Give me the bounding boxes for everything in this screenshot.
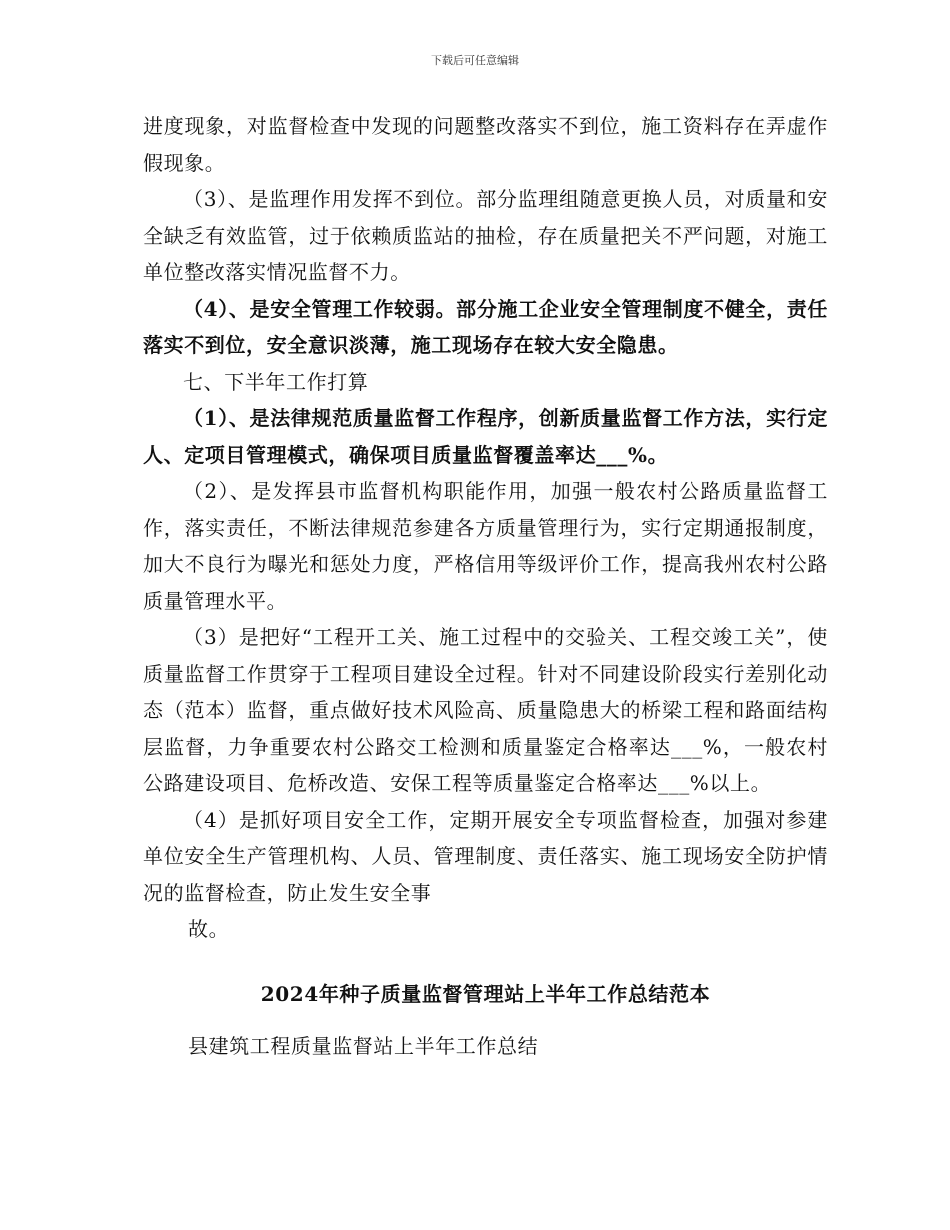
paragraph-plan-2: （2）、是发挥县市监督机构职能作用，加强一般农村公路质量监督工作，落实责任，不断法律规范参建各方质量管理行为，实行定期通报制度，加大不良行为曝光和惩处力度，严格信用等级评价工作，提高我州农村公路质量管理水平。	[143, 479, 828, 613]
paragraph-plan-1: （1）、是法律规范质量监督工作程序，创新质量监督工作方法，实行定人、定项目管理模式，确保项目质量监督覆盖率达___%。	[143, 406, 828, 467]
paragraph-continued: 进度现象，对监督检查中发现的问题整改落实不到位，施工资料存在弄虚作假现象。	[143, 114, 828, 175]
paragraph-plan-3: （3）是把好“工程开工关、施工过程中的交验关、工程交竣工关”，使质量监督工作贯穿于工程项目建设全过程。针对不同建设阶段实行差别化动态（范本）监督，重点做好技术风险高、质量隐患大的桥梁工程和路面结构层监督，力争重要农村公路交工检测和质量鉴定合格率达___%，一般农村公路建设项目、危桥改造、安保工程等质量鉴定合格率达___%以上。	[143, 625, 828, 795]
paragraph-item-3-supervision: （3）、是监理作用发挥不到位。部分监理组随意更换人员，对质量和安全缺乏有效监管，过于依赖质监站的抽检，存在质量把关不严问题，对施工单位整改落实情况监督不力。	[143, 187, 828, 284]
document-title: 2024年种子质量监督管理站上半年工作总结范本	[260, 981, 711, 1006]
paragraph-item-4-safety: （4）、是安全管理工作较弱。部分施工企业安全管理制度不健全，责任落实不到位，安全意识淡薄，施工现场存在较大安全隐患。	[143, 296, 828, 357]
paragraph-plan-4-end: 故。	[188, 917, 230, 941]
page-header: 下载后可任意编辑	[431, 54, 519, 67]
section-heading-plan: 七、下半年工作打算	[183, 369, 369, 394]
paragraph-plan-4: （4）是抓好项目安全工作，定期开展安全专项监督检查，加强对参建单位安全生产管理机构、人员、管理制度、责任落实、施工现场安全防护情况的监督检查，防止发生安全事	[143, 807, 828, 905]
document-body	[143, 108, 828, 1064]
document-subtitle: 县建筑工程质量监督站上半年工作总结	[188, 1033, 539, 1058]
